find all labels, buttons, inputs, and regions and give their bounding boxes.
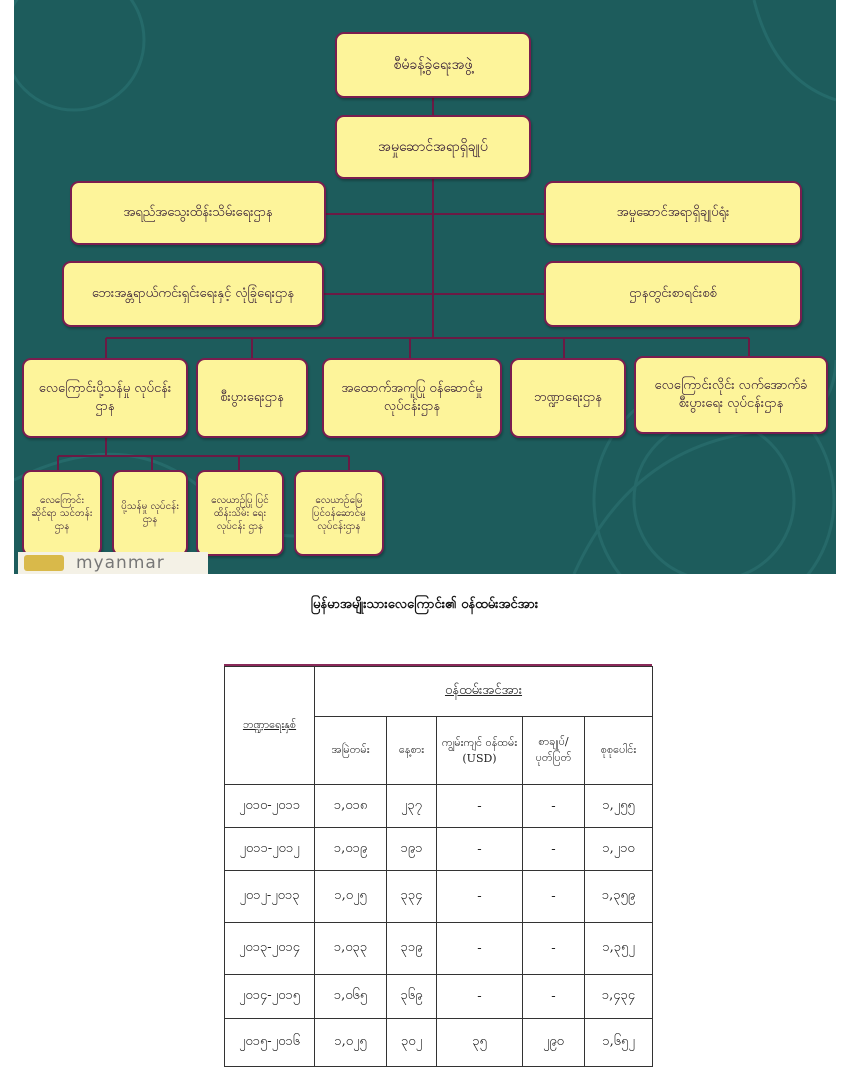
cell-skilled: -	[437, 923, 523, 975]
col-header-daily: နေ့စား	[387, 717, 437, 785]
cell-total: ၁,၄၃၄	[585, 975, 653, 1019]
dept-commercial-box	[196, 358, 308, 438]
ceo-office-label: အမှုဆောင်အရာရှိချုပ်ရုံး	[616, 205, 730, 221]
cell-skilled: -	[437, 975, 523, 1019]
cell-year: ၂၀၁၃-၂၀၁၄	[225, 923, 315, 975]
cell-daily: ၁၉၁	[387, 828, 437, 871]
cell-contract: -	[523, 828, 585, 871]
subdept-operations-box	[112, 470, 188, 556]
cell-contract: -	[523, 975, 585, 1019]
logo-mark-icon	[24, 555, 64, 571]
staff-strength-header: ဝန်ထမ်းအင်အား	[315, 667, 653, 717]
cell-total: ၁,၂၁၀	[585, 828, 653, 871]
dept-finance-box	[510, 358, 626, 438]
year-header: ဘဏ္ဍာရေးနှစ်	[225, 667, 315, 785]
cell-skilled: -	[437, 871, 523, 923]
internal-audit-box	[544, 261, 802, 327]
cell-permanent: ၁,၀၃၃	[315, 923, 387, 975]
ceo-office-box	[544, 181, 802, 245]
cell-contract: -	[523, 871, 585, 923]
cell-total: ၁,၆၅၂	[585, 1019, 653, 1067]
cell-daily: ၃၃၄	[387, 871, 437, 923]
org-chart-slide	[14, 0, 836, 574]
table-row	[225, 828, 653, 871]
cell-year: ၂၀၁၂-၂၀၁၃	[225, 871, 315, 923]
cell-contract: -	[523, 785, 585, 828]
subdept-operations-label: ပို့သန်မှု လုပ်ငန်းဌာန	[121, 501, 179, 525]
cell-total: ၁,၂၅၅	[585, 785, 653, 828]
cell-skilled: -	[437, 828, 523, 871]
subdept-maintenance-box	[196, 470, 284, 556]
cell-total: ၁,၃၅၂	[585, 923, 653, 975]
table-row	[225, 1019, 653, 1067]
cell-permanent: ၁,၀၁၉	[315, 828, 387, 871]
subdept-maintenance-label: လေယာဉ်ပြု ပြင်ထိန်းသိမ်း ရေးလုပ်ငန်း ဌာန	[211, 494, 269, 532]
internal-audit-label: ဌာနတွင်းစာရင်းစစ်	[629, 286, 717, 302]
cell-year: ၂၀၁၅-၂၀၁၆	[225, 1019, 315, 1067]
chief-executive-label: အမှုဆောင်အရာရှိချုပ်	[378, 138, 488, 155]
cell-contract: ၂၉၀	[523, 1019, 585, 1067]
dept-support-services-label: အထောက်အကူပြု ဝန်ဆောင်မှုလုပ်ငန်းဌာန	[341, 381, 483, 414]
col-header-permanent: အမြဲတမ်း	[315, 717, 387, 785]
cell-skilled: -	[437, 785, 523, 828]
quality-assurance-box	[70, 181, 326, 245]
cell-permanent: ၁,၀၂၅	[315, 871, 387, 923]
cell-skilled: ၃၅	[437, 1019, 523, 1067]
subdept-training-box	[22, 470, 102, 556]
col-header-skilled-usd: ကျွမ်းကျင် ဝန်ထမ်း (USD)	[437, 717, 523, 785]
subdept-training-label: လေကြောင်း ဆိုင်ရာ သင်တန်းဌာန	[31, 494, 93, 532]
cell-daily: ၃၁၉	[387, 923, 437, 975]
cell-contract: -	[523, 923, 585, 975]
dept-commercial-label: စီးပွားရေးဌာန	[220, 390, 284, 406]
management-committee-label: စီမံခန့်ခွဲရေးအဖွဲ့	[393, 56, 473, 73]
cell-daily: ၂၃၇	[387, 785, 437, 828]
cell-permanent: ၁,၀၆၅	[315, 975, 387, 1019]
cell-year: ၂၀၁၀-၂၀၁၁	[225, 785, 315, 828]
table-row	[225, 871, 653, 923]
subdept-ground-handling-label: လေယာဉ်မြေ ပြင်ဝန်ဆောင်မှု လုပ်ငန်းဌာန	[312, 494, 366, 532]
dept-flight-operations-label: လေကြောင်းပို့သန်မှု လုပ်ငန်းဌာန	[38, 381, 172, 414]
col-header-contract: စာချုပ်/ ပုတ်ပြတ်	[523, 717, 585, 785]
subdept-ground-handling-box	[294, 470, 384, 556]
chief-executive-box	[335, 115, 531, 179]
table-row	[225, 923, 653, 975]
dept-finance-label: ဘဏ္ဍာရေးဌာန	[533, 390, 603, 406]
cell-daily: ၃၆၉	[387, 975, 437, 1019]
cell-permanent: ၁,၀၂၅	[315, 1019, 387, 1067]
table-row	[225, 975, 653, 1019]
cell-permanent: ၁,၀၁၈	[315, 785, 387, 828]
safety-security-label: ဘေးအန္တရာယ်ကင်းရှင်းရေးနှင့် လုံခြုံရေးဌာန	[91, 286, 295, 302]
cell-daily: ၃၀၂	[387, 1019, 437, 1067]
col-header-total: စုစုပေါင်း	[585, 717, 653, 785]
airline-logo	[18, 552, 208, 574]
safety-security-box	[62, 261, 324, 327]
quality-assurance-label: အရည်အသွေးထိန်းသိမ်းရေးဌာန	[123, 205, 273, 221]
dept-subsidiary-business-box	[634, 356, 828, 434]
cell-year: ၂၀၁၁-၂၀၁၂	[225, 828, 315, 871]
dept-flight-operations-box	[22, 358, 188, 438]
cell-total: ၁,၃၅၉	[585, 871, 653, 923]
logo-text: myanmar	[76, 553, 165, 573]
management-committee-box	[335, 32, 531, 98]
dept-subsidiary-business-label: လေကြောင်းလိုင်း လက်အောက်ခံစီးပွားရေး လုပ်ငန်းဌာန	[654, 378, 808, 411]
table-row	[225, 785, 653, 828]
cell-year: ၂၀၁၄-၂၀၁၅	[225, 975, 315, 1019]
dept-support-services-box	[322, 358, 502, 438]
staff-table	[224, 666, 652, 1067]
table-caption: မြန်မာအမျိုးသားလေကြောင်း၏ ဝန်ထမ်းအင်အား	[310, 597, 539, 612]
